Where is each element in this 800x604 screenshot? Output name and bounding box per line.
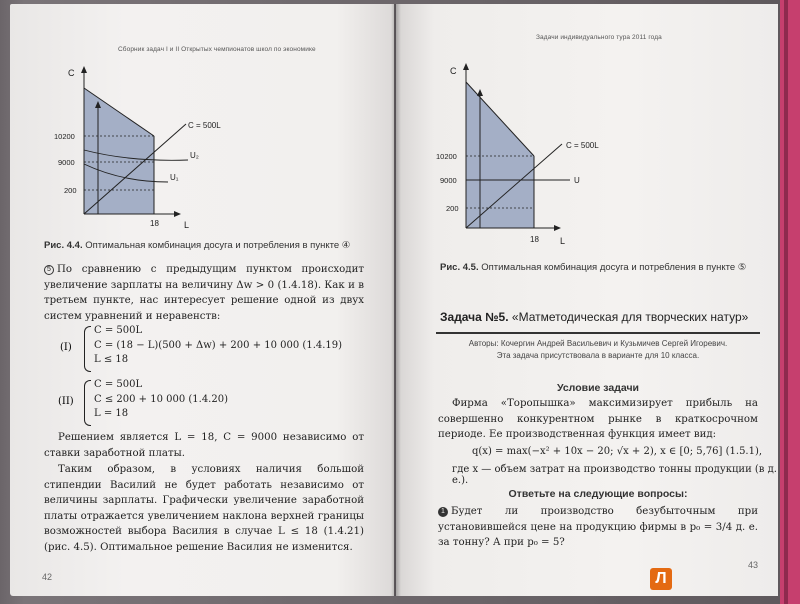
budget-line-label: C = 500L xyxy=(566,141,599,150)
u2-label: U₂ xyxy=(190,151,199,160)
question-1-text: Будет ли производство безубыточным при установившейся цене на продукцию фирмы в p₀ = 3/4 д. е. за тонну? А при p₀ = 5? xyxy=(438,506,758,549)
system-1 xyxy=(94,324,342,368)
tick-label-18: 18 xyxy=(150,219,159,228)
right-page-number: 43 xyxy=(748,560,759,570)
feasible-region-area xyxy=(466,82,534,228)
tick-label-200: 200 xyxy=(64,186,77,195)
question-1 xyxy=(438,504,758,551)
formula-note: где x — объем затрат на производство тонны продукции (в д. е.). xyxy=(452,464,777,486)
caption-number: Рис. 4.4. xyxy=(44,240,83,251)
system-2-label: (II) xyxy=(58,396,74,407)
x-axis-label: L xyxy=(560,236,566,246)
system-2-line-3: L = 18 xyxy=(94,408,129,420)
system-1-line-3: L ≤ 18 xyxy=(94,354,129,366)
x-axis-arrow xyxy=(554,225,561,231)
y-axis-label: C xyxy=(450,66,457,76)
book-cover-edge-shadow xyxy=(784,0,788,604)
feasible-region-area xyxy=(84,88,154,214)
task-authors xyxy=(436,338,760,362)
y-axis-arrow xyxy=(81,66,87,73)
tick-label-9000: 9000 xyxy=(58,158,75,167)
tick-label-10200: 10200 xyxy=(436,152,457,161)
production-function-formula: q(x) = max(−x² + 10x − 20; √x + 2), x ∈ [0; 5,76] (1.5.1), xyxy=(472,446,763,457)
subhead-questions: Ответьте на следующие вопросы: xyxy=(508,488,688,500)
tick-label-9000: 9000 xyxy=(440,176,457,185)
caption-number: Рис. 4.5. xyxy=(440,262,479,273)
x-axis-label: L xyxy=(184,220,190,230)
right-running-head: Задачи индивидуального тура 2011 года xyxy=(536,34,662,41)
left-page-number: 42 xyxy=(42,572,53,582)
budget-line-label: C = 500L xyxy=(188,121,221,130)
task-title xyxy=(440,310,748,324)
y-axis-arrow xyxy=(463,63,469,70)
right-page xyxy=(396,4,778,596)
tick-label-200: 200 xyxy=(446,204,459,213)
u1-label: U₁ xyxy=(170,173,179,182)
task-title-name: «Матметодическая для творческих натур» xyxy=(511,310,749,324)
authors-line: Авторы: Кочергин Андрей Васильевич и Кузьмичев Сергей Игоревич. xyxy=(468,339,728,348)
subhead-condition: Условие задачи xyxy=(556,382,640,394)
task-title-number: Задача №5. xyxy=(440,310,509,324)
tick-label-10200: 10200 xyxy=(54,132,75,141)
paragraph-1 xyxy=(44,262,364,324)
system-1-line-2: C = (18 − L)(500 + Δw) + 200 + 10 000 (1.4.19) xyxy=(94,339,343,351)
book-gutter xyxy=(391,4,401,596)
watermark-logo: Л xyxy=(650,568,672,590)
y-axis-label: C xyxy=(68,68,75,78)
caption-text: Оптимальная комбинация досуга и потребления в пункте ⑤ xyxy=(481,262,747,273)
figure-4-4-caption xyxy=(44,240,350,251)
paragraph-2: Решением является L = 18, C = 9000 независимо от ставки заработной платы. xyxy=(44,432,364,459)
system-1-label: (I) xyxy=(60,342,72,353)
figure-4-5-caption xyxy=(440,262,746,273)
left-page xyxy=(10,4,394,596)
paragraph-3: Таким образом, в условиях наличия большой стипендии Василий не будет работать независимо от величины зарплаты. Графически увеличение заработной платы отражается увеличением наклона верхней границы возможностей выбора Василия в случае L ≤ 18 (1.4.21) (рис. 4.5). Оптимальное решение Василия не изменится. xyxy=(44,464,364,553)
condition-text: Фирма «Торопышка» максимизирует прибыль на совершенно конкурентном рынке в краткосрочном периоде. Ее производственная функция имеет вид: xyxy=(438,398,758,441)
book-cover-edge xyxy=(780,0,800,604)
system-2 xyxy=(94,378,228,422)
item-number-badge: 5 xyxy=(44,265,54,275)
figure-4-5 xyxy=(432,60,652,250)
left-running-head: Сборник задач I и II Открытых чемпионатов школ по экономике xyxy=(118,46,316,53)
caption-text: Оптимальная комбинация досуга и потребления в пункте ④ xyxy=(85,240,351,251)
system-2-brace xyxy=(84,380,91,426)
system-1-brace xyxy=(84,326,91,372)
system-1-line-1: C = 500L xyxy=(94,325,143,336)
figure-4-4 xyxy=(50,64,260,232)
u-label: U xyxy=(574,176,580,185)
question-1-badge: 1 xyxy=(438,507,448,517)
paragraph-1-text: По сравнению с предыдущим пунктом происходит увеличение зарплаты на величину Δw > 0 (1.4.18). Как и в третьем пункте, нас интересует решение одной из двух систем уравнений и неравенств: xyxy=(44,264,364,322)
system-2-line-1: C = 500L xyxy=(94,379,143,390)
variant-note: Эта задача присутствовала в варианте для 10 класса. xyxy=(496,351,700,360)
x-axis-arrow xyxy=(174,211,181,217)
tick-label-18: 18 xyxy=(530,235,539,244)
system-2-line-2: C ≤ 200 + 10 000 (1.4.20) xyxy=(94,393,228,405)
task-title-rule xyxy=(436,332,760,334)
